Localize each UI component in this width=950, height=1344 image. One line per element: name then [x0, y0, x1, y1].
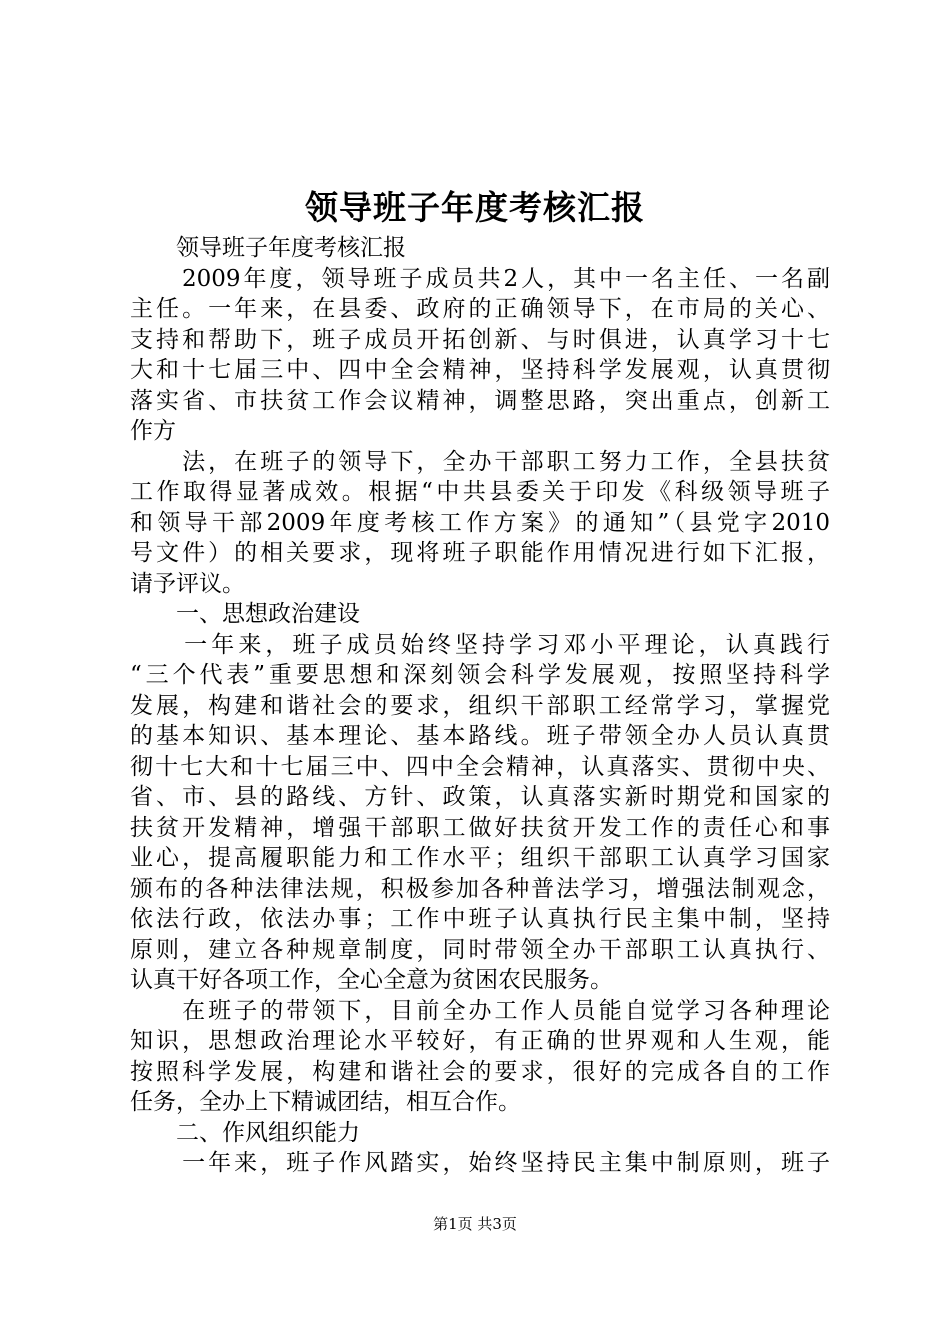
text-line: 支持和帮助下，班子成员开拓创新、与时俱进，认真学习十七 — [130, 326, 830, 353]
text-line: 领导班子年度考核汇报 — [130, 235, 406, 261]
text-line: 一年来，班子成员始终坚持学习邓小平理论，认真践行 — [130, 631, 830, 658]
text-line: 作方 — [130, 418, 176, 444]
text-line: 大和十七届三中、四中全会精神，坚持科学发展观，认真贯彻 — [130, 357, 830, 383]
document-body — [130, 233, 830, 1179]
text-line: 任务，全办上下精诚团结，相互合作。 — [130, 1089, 521, 1115]
text-line: 知识，思想政治理论水平较好，有正确的世界观和人生观，能 — [130, 1028, 830, 1054]
page-footer: 第1页 共3页 — [433, 1215, 517, 1233]
text-line: 号文件）的相关要求，现将班子职能作用情况进行如下汇报， — [130, 540, 830, 566]
text-line: 2009年度，领导班子成员共2人，其中一名主任、一名副 — [130, 265, 830, 292]
text-line: 的基本知识、基本理论、基本路线。班子带领全办人员认真贯 — [130, 723, 830, 749]
text-line: 认真干好各项工作，全心全意为贫困农民服务。 — [130, 967, 613, 993]
text-line: 依法行政，依法办事；工作中班子认真执行民主集中制，坚持 — [130, 906, 830, 932]
text-line: “三个代表”重要思想和深刻领会科学发展观，按照坚持科学 — [130, 662, 830, 688]
text-line: 省、市、县的路线、方针、政策，认真落实新时期党和国家的 — [130, 784, 830, 810]
text-line: 一、思想政治建设 — [130, 601, 360, 627]
text-line: 工作取得显著成效。根据“中共县委关于印发《科级领导班子 — [130, 479, 830, 505]
text-line: 业心，提高履职能力和工作水平；组织干部职工认真学习国家 — [130, 845, 830, 871]
text-line: 扶贫开发精神，增强干部职工做好扶贫开发工作的责任心和事 — [130, 814, 830, 841]
document-title: 领导班子年度考核汇报 — [305, 188, 645, 227]
text-line: 主任。一年来，在县委、政府的正确领导下，在市局的关心、 — [130, 296, 830, 322]
text-line: 请予评议。 — [130, 570, 245, 597]
text-line: 颁布的各种法律法规，积极参加各种普法学习，增强法制观念， — [130, 875, 830, 902]
text-line: 落实省、市扶贫工作会议精神，调整思路，突出重点，创新工 — [130, 387, 830, 414]
text-line: 法，在班子的领导下，全办干部职工努力工作，全县扶贫 — [130, 448, 830, 475]
text-line: 在班子的带领下，目前全办工作人员能自觉学习各种理论 — [130, 997, 830, 1024]
text-line: 原则，建立各种规章制度，同时带领全办干部职工认真执行、 — [130, 936, 830, 963]
text-line: 发展，构建和谐社会的要求，组织干部职工经常学习，掌握党 — [130, 692, 830, 719]
text-line: 二、作风组织能力 — [130, 1119, 360, 1146]
text-line: 和领导干部2009年度考核工作方案》的通知”（县党字2010 — [130, 509, 830, 536]
text-line: 彻十七大和十七届三中、四中全会精神，认真落实、贯彻中央、 — [130, 753, 830, 780]
text-line: 一年来，班子作风踏实，始终坚持民主集中制原则，班子 — [130, 1150, 830, 1176]
text-line: 按照科学发展，构建和谐社会的要求，很好的完成各自的工作 — [130, 1058, 830, 1085]
